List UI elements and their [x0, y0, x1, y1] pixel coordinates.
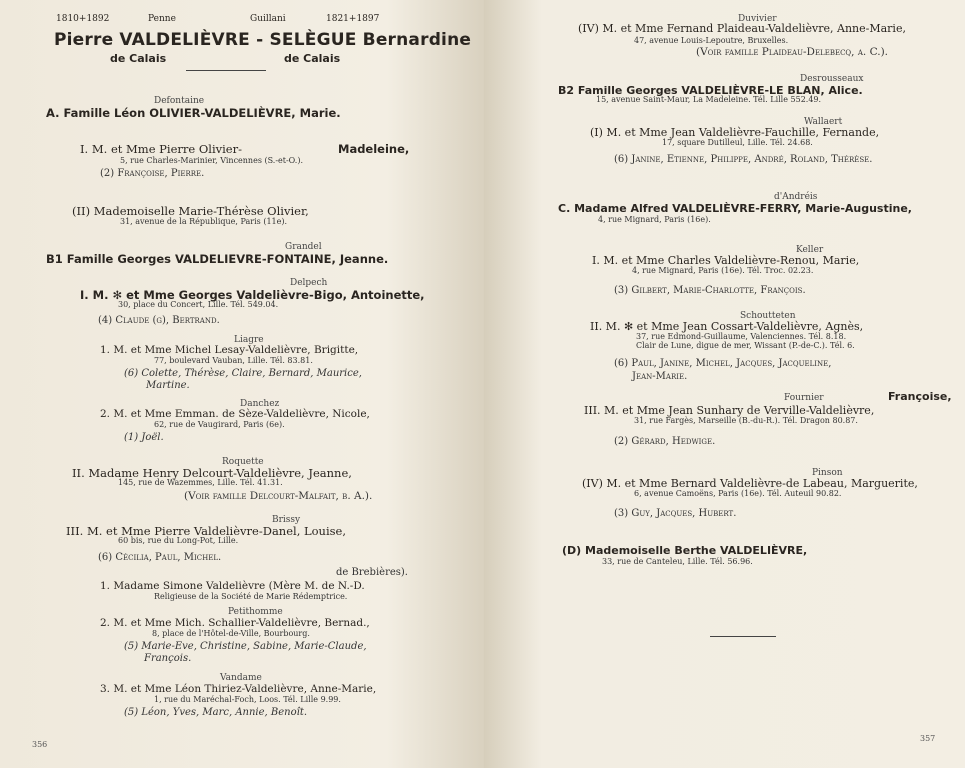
entry-ii-2: II. Madame Henry Delcourt-Valdelièvre, Jeanne,: [72, 466, 352, 480]
entry-iv-address: 47, avenue Louis-Lepoutre, Bruxelles.: [634, 36, 789, 45]
entry-c-iv-children: (3) Guy, Jacques, Hubert.: [614, 508, 737, 519]
maiden-name: Duvivier: [738, 14, 777, 24]
entry-b1: B1 Famille Georges VALDELIEVRE-FONTAINE, Jeanne.: [46, 252, 389, 266]
surname-right: Guillani: [250, 14, 286, 24]
entry-a: A. Famille Léon OLIVIER-VALDELIÈVRE, Marie.: [46, 106, 341, 120]
entry-c: C. Madame Alfred VALDELIÈVRE-FERRY, Marie-Augustine,: [558, 202, 912, 215]
maiden-name: Brissy: [272, 515, 301, 525]
entry-c-ii-children-cont: Jean-Marie.: [632, 371, 688, 382]
entry-i-name: Madeleine,: [338, 142, 410, 156]
maiden-name: Keller: [796, 245, 824, 255]
maiden-name: Grandel: [285, 242, 322, 252]
entry-m2: 2. M. et Mme Mich. Schallier-Valdelièvre, Bernad.,: [100, 617, 370, 629]
entry-ii: (II) Mademoiselle Marie-Thérèse Olivier,: [72, 204, 309, 218]
page-number-right: 357: [920, 734, 936, 743]
entry-d-address: 33, rue de Canteleu, Lille. Tél. 56.96.: [602, 557, 753, 566]
entry-iii-brebieres: de Brebières).: [336, 567, 408, 578]
entry-iv-see: (Voir famille Plaideau-Delebecq, a. C.).: [696, 46, 889, 58]
entry-b2: B2 Famille Georges VALDELIÈVRE-LE BLAN, Alice.: [558, 84, 863, 97]
entry-i-children: (2) Françoise, Pierre.: [100, 168, 205, 179]
entry-c-iii-children: (2) Gérard, Hedwige.: [614, 436, 716, 447]
entry-i-address: 5, rue Charles-Marinier, Vincennes (S.-et-O.).: [120, 156, 303, 165]
entry-c-iii: III. M. et Mme Jean Sunhary de Verville-Valdelièvre,: [584, 404, 875, 417]
entry-ii-2-address: 145, rue de Wazemmes, Lille. Tél. 41.31.: [118, 478, 283, 487]
maiden-name: Wallaert: [804, 117, 843, 127]
entry-c-ii-address-2: Clair de Lune, digue de mer, Wissant (P.-de-C.). Tél. 6.: [636, 341, 855, 350]
maiden-name: Roquette: [222, 457, 264, 467]
entry-c-ii-address: 37, rue Edmond-Guillaume, Valenciennes. Tél. 8.18.: [636, 332, 847, 341]
dates-right: 1821+1897: [326, 14, 380, 24]
entry-m3-children: (5) Léon, Yves, Marc, Annie, Benoît.: [124, 707, 308, 718]
entry-1-children-cont: Martine.: [146, 380, 190, 391]
entry-c-iii-name: Françoise,: [888, 390, 952, 403]
maiden-name: Fournier: [784, 393, 824, 403]
entry-m2-children-cont: François.: [144, 653, 192, 664]
entry-c-iv-address: 6, avenue Camoëns, Paris (16e). Tél. Auteuil 90.82.: [634, 489, 842, 498]
entry-iii-address: 60 bis, rue du Long-Pot, Lille.: [118, 536, 239, 545]
entry-m3: 3. M. et Mme Léon Thiriez-Valdelièvre, Anne-Marie,: [100, 683, 377, 695]
maiden-name: Schoutteten: [740, 311, 796, 321]
right-page: [484, 0, 965, 768]
entry-c-ii: II. M. ✻ et Mme Jean Cossart-Valdelièvre, Agnès,: [590, 320, 864, 333]
place-right: de Calais: [284, 52, 341, 65]
entry-d: (D) Mademoiselle Berthe VALDELIÈVRE,: [562, 544, 808, 557]
dates-left: 1810+1892: [56, 14, 110, 24]
entry-iv: (IV) M. et Mme Fernand Plaideau-Valdelièvre, Anne-Marie,: [578, 22, 906, 35]
entry-1-address: 77, boulevard Vauban, Lille. Tél. 83.81.: [154, 356, 313, 365]
entry-c-i-address: 4, rue Mignard, Paris (16e). Tél. Troc. 02.23.: [632, 266, 814, 275]
entry-b1-i-address: 30, place du Concert, Lille. Tél. 549.04.: [118, 300, 279, 309]
maiden-name: Petithomme: [228, 607, 283, 617]
entry-b2-i-address: 17, square Dutilleul, Lille. Tél. 24.68.: [662, 138, 813, 147]
entry-1-children: (6) Colette, Thérèse, Claire, Bernard, Maurice,: [124, 368, 362, 379]
entry-iii: III. M. et Mme Pierre Valdelièvre-Danel, Louise,: [66, 524, 347, 538]
entry-ii-address: 31, avenue de la République, Paris (11e).: [120, 217, 288, 226]
entry-1: 1. M. et Mme Michel Lesay-Valdelièvre, Brigitte,: [100, 344, 359, 356]
entry-b2-i-children: (6) Janine, Etienne, Philippe, André, Roland, Thérèse.: [614, 154, 873, 165]
entry-m3-address: 1, rue du Maréchal-Foch, Loos. Tél. Lille 9.99.: [154, 695, 341, 704]
entry-2: 2. M. et Mme Emman. de Sèze-Valdelièvre, Nicole,: [100, 408, 370, 420]
entry-c-i: I. M. et Mme Charles Valdelièvre-Renou, Marie,: [592, 254, 860, 267]
entry-c-address: 4, rue Mignard, Paris (16e).: [598, 215, 711, 224]
entry-iii-children: (6) Cécilia, Paul, Michel.: [98, 552, 222, 563]
entry-2-address: 62, rue de Vaugirard, Paris (6e).: [154, 420, 285, 429]
entry-b2-i: (I) M. et Mme Jean Valdelièvre-Fauchille, Fernande,: [590, 126, 880, 139]
entry-m2-children: (5) Marie-Eve, Christine, Sabine, Marie-Claude,: [124, 641, 367, 652]
entry-c-iii-address: 31, rue Fargès, Marseille (B.-du-R.). Tél. Dragon 80.87.: [634, 416, 858, 425]
maiden-name: Pinson: [812, 468, 843, 478]
maiden-name: Desrousseaux: [800, 74, 864, 84]
maiden-name: Defontaine: [154, 96, 205, 106]
entry-i: I. M. et Mme Pierre Olivier-: [80, 142, 242, 156]
entry-b1-i: I. M. ✻ et Mme Georges Valdelièvre-Bigo, Antoinette,: [80, 288, 425, 302]
end-rule: [710, 636, 776, 637]
entry-b2-address: 15, avenue Saint-Maur, La Madeleine. Tél. Lille 552.49.: [596, 95, 822, 104]
entry-ii-2-see: (Voir famille Delcourt-Malfait, b. A.).: [184, 490, 373, 502]
page-number-left: 356: [32, 740, 48, 749]
place-left: de Calais: [110, 52, 167, 65]
maiden-name: d'Andréis: [774, 192, 818, 202]
entry-c-ii-children: (6) Paul, Janine, Michel, Jacques, Jacqueline,: [614, 358, 832, 369]
maiden-name: Danchez: [240, 399, 280, 409]
entry-b1-i-children: (4) Claude (g), Bertrand.: [98, 315, 220, 326]
maiden-name: Delpech: [290, 278, 328, 288]
family-title: Pierre VALDELIÈVRE - SELÈGUE Bernardine: [54, 30, 472, 50]
entry-c-i-children: (3) Gilbert, Marie-Charlotte, François.: [614, 285, 806, 296]
entry-m1-address: Religieuse de la Société de Marie Rédemptrice.: [154, 592, 348, 601]
surname-left: Penne: [148, 14, 176, 24]
maiden-name: Vandame: [220, 673, 262, 683]
entry-2-children: (1) Joël.: [124, 432, 164, 443]
maiden-name: Liagre: [234, 335, 264, 345]
entry-m2-address: 8, place de l'Hôtel-de-Ville, Bourbourg.: [152, 629, 310, 638]
entry-c-iv: (IV) M. et Mme Bernard Valdelièvre-de Labeau, Marguerite,: [582, 477, 918, 490]
title-rule: [186, 70, 266, 71]
entry-m1: 1. Madame Simone Valdelièvre (Mère M. de N.-D.: [100, 580, 365, 592]
